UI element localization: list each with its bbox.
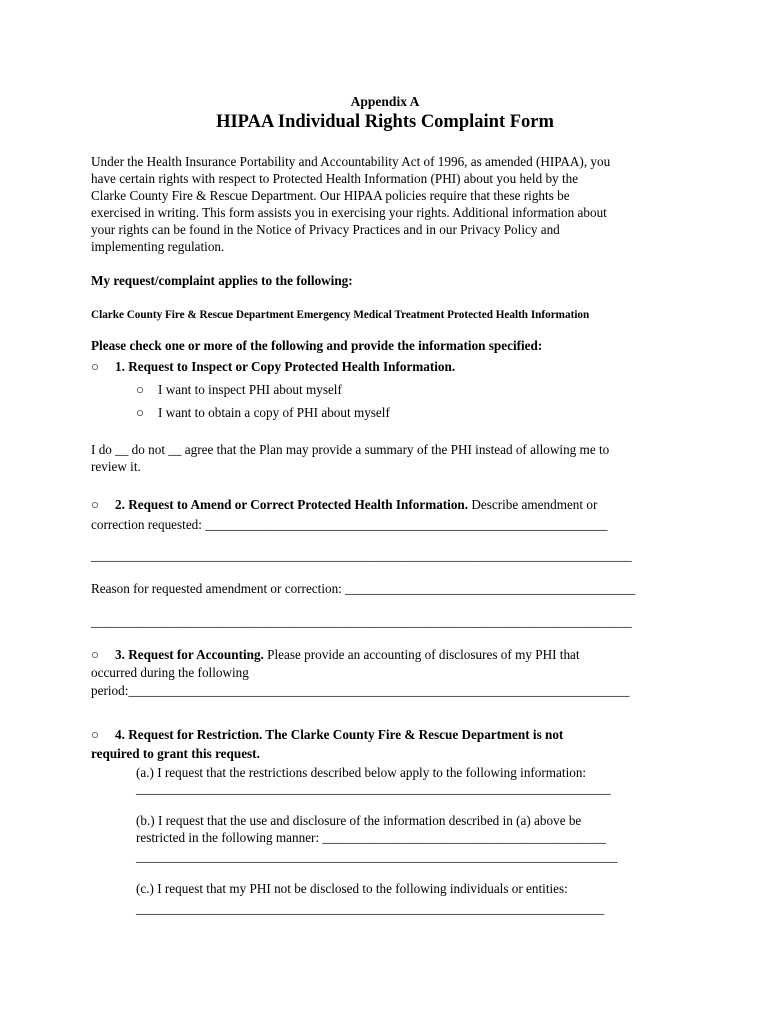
section-1-checkbox[interactable]: ○	[91, 359, 99, 374]
section-3-heading	[91, 646, 580, 664]
check-instructions: Please check one or more of the following and provide the information specified:	[91, 338, 543, 353]
form-title: HIPAA Individual Rights Complaint Form	[216, 112, 554, 132]
period-field[interactable]: period:____________________________________________________________________________	[91, 683, 630, 698]
section-4-checkbox[interactable]: ○	[91, 727, 99, 742]
section-2-heading	[91, 496, 597, 514]
section-2-title: 2. Request to Amend or Correct Protected Health Information.	[115, 497, 469, 512]
restriction-b-label: (b.) I request that the use and disclosure of the information described in (a) above be	[136, 813, 582, 828]
restriction-b-continuation-field[interactable]: _________________________________________________________________________	[136, 849, 618, 864]
option-inspect-checkbox[interactable]: ○	[136, 382, 144, 397]
correction-continuation-field[interactable]: __________________________________________________________________________________	[91, 548, 632, 563]
applies-value: Clarke County Fire & Rescue Department Emergency Medical Treatment Protected Health Information	[91, 309, 590, 321]
section-1-title: 1. Request to Inspect or Copy Protected Health Information.	[115, 359, 456, 374]
intro-line: Under the Health Insurance Portability and Accountability Act of 1996, as amended (HIPAA), you	[91, 154, 611, 169]
section-4-subtitle: required to grant this request.	[91, 746, 260, 761]
option-copy	[136, 404, 390, 422]
restriction-b-field[interactable]: restricted in the following manner: ___________________________________________	[136, 830, 606, 845]
section-4-heading	[91, 726, 563, 744]
summary-agreement-line: review it.	[91, 459, 141, 474]
option-inspect	[136, 381, 342, 399]
section-2-description: Describe amendment or	[468, 497, 598, 512]
option-copy-checkbox[interactable]: ○	[136, 405, 144, 420]
applies-heading: My request/complaint applies to the following:	[91, 273, 353, 288]
summary-agreement-line[interactable]: I do __ do not __ agree that the Plan may provide a summary of the PHI instead of allowing me to	[91, 442, 610, 457]
reason-continuation-field[interactable]: __________________________________________________________________________________	[91, 614, 632, 629]
section-4-title: 4. Request for Restriction. The Clarke County Fire & Rescue Department is not	[115, 727, 564, 742]
option-inspect-label: I want to inspect PHI about myself	[158, 382, 342, 397]
restriction-a-field[interactable]: ________________________________________________________________________	[136, 781, 611, 796]
section-3-description: Please provide an accounting of disclosures of my PHI that	[263, 647, 580, 662]
intro-line: have certain rights with respect to Protected Health Information (PHI) about you held by the	[91, 171, 579, 186]
section-2-checkbox[interactable]: ○	[91, 497, 99, 512]
restriction-c-label: (c.) I request that my PHI not be disclosed to the following individuals or entities:	[136, 881, 568, 896]
intro-line: Clarke County Fire & Rescue Department. Our HIPAA policies require that these rights be	[91, 188, 570, 203]
section-3-title: 3. Request for Accounting.	[115, 647, 264, 662]
intro-line: your rights can be found in the Notice of Privacy Practices and in our Privacy Policy and	[91, 222, 560, 237]
correction-requested-field[interactable]: correction requested: _____________________________________________________________	[91, 517, 608, 532]
section-3-checkbox[interactable]: ○	[91, 647, 99, 662]
section-1-heading	[91, 358, 455, 376]
restriction-a-label: (a.) I request that the restrictions described below apply to the following information:	[136, 765, 587, 780]
reason-field[interactable]: Reason for requested amendment or correction: ____________________________________________	[91, 581, 636, 596]
appendix-label: Appendix A	[350, 94, 420, 109]
restriction-c-field[interactable]: _______________________________________________________________________	[136, 901, 605, 916]
intro-line: implementing regulation.	[91, 239, 225, 254]
section-3-text: occurred during the following	[91, 665, 249, 680]
intro-line: exercised in writing. This form assists you in exercising your rights. Additional information about	[91, 205, 607, 220]
option-copy-label: I want to obtain a copy of PHI about myself	[158, 405, 390, 420]
